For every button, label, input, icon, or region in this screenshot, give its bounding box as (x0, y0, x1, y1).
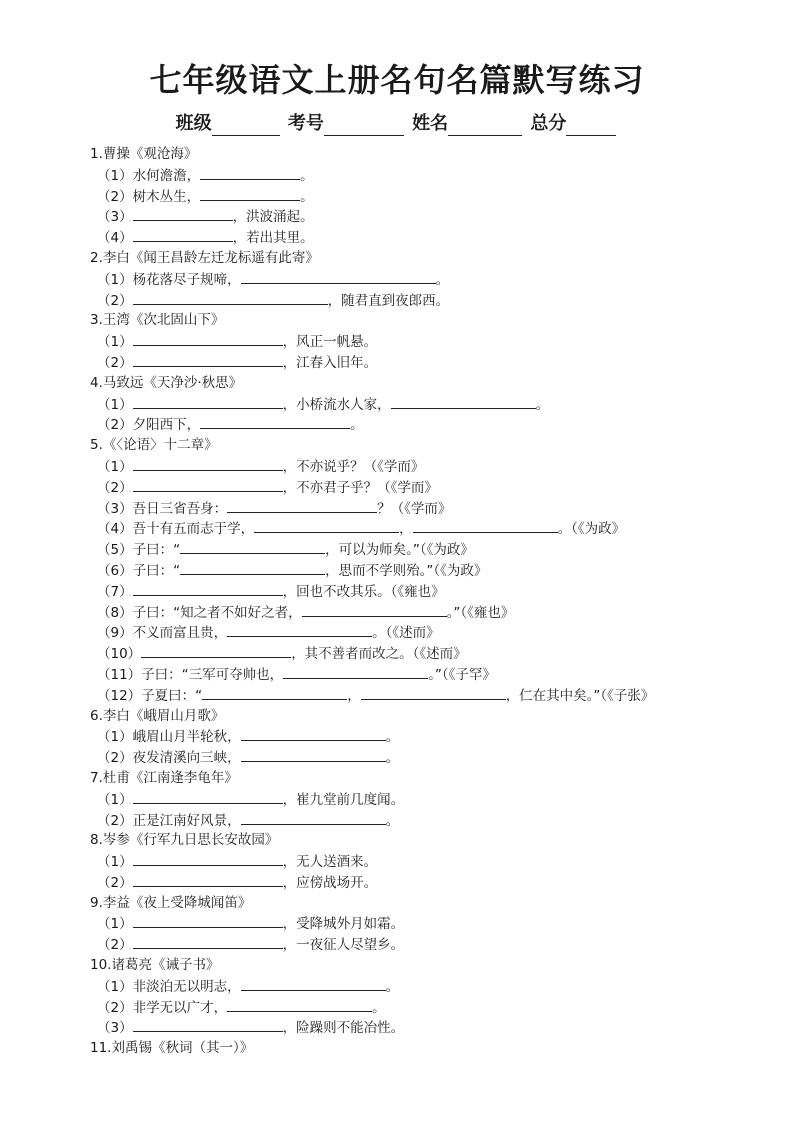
question-text: ，小桥流水人家， (282, 396, 391, 413)
answer-blank[interactable] (241, 726, 386, 741)
question-item (90, 477, 780, 498)
question-text: 。 (300, 188, 314, 205)
question-text: ，崔九堂前几度闻。 (282, 791, 405, 808)
answer-blank[interactable] (133, 206, 233, 221)
question-text: 正是江南好风景， (132, 812, 241, 829)
answer-blank[interactable] (133, 851, 283, 866)
question-item (90, 643, 780, 664)
section-heading: 8.岑参《行军九日思长安故园》 (90, 832, 279, 849)
question-item (90, 331, 780, 352)
question-text: （1） (97, 271, 133, 288)
question-text: 。 (385, 812, 400, 829)
question-text: 夕阳西下， (132, 417, 201, 434)
question-text: （5） (97, 542, 133, 559)
question-text: 。 (435, 271, 450, 288)
answer-blank[interactable] (133, 934, 283, 949)
answer-blank[interactable] (227, 498, 377, 513)
question-text: （1） (97, 978, 133, 995)
student-info-row (0, 112, 794, 136)
question-text: （2） (97, 750, 133, 767)
answer-blank[interactable] (133, 456, 283, 471)
question-text: ，无人送酒来。 (282, 854, 378, 871)
answer-blank[interactable] (133, 872, 283, 887)
question-text: （3） (97, 209, 133, 226)
section-heading: 7.杜甫《江南逢李龟年》 (90, 769, 238, 786)
question-text: （1） (97, 167, 133, 184)
question-text: （2） (97, 417, 133, 434)
question-item (90, 186, 780, 207)
answer-blank[interactable] (133, 352, 283, 367)
question-text: （1） (97, 729, 133, 746)
question-text: 。 (300, 167, 314, 184)
answer-blank[interactable] (133, 394, 283, 409)
question-text: 子夏曰：“ (141, 687, 203, 704)
question-item (90, 872, 780, 893)
question-text: （2） (97, 999, 133, 1016)
question-text: 子曰：“ (132, 542, 181, 559)
question-text: 子曰：“知之者不如好之者， (132, 604, 302, 621)
question-item (90, 934, 780, 955)
answer-blank[interactable] (133, 290, 328, 305)
class-label: 班级 (175, 113, 212, 134)
answer-blank[interactable] (241, 747, 386, 762)
question-item (90, 498, 780, 519)
section-heading: 6.李白《峨眉山月歌》 (90, 707, 225, 724)
question-text: ，应傍战场开。 (282, 874, 378, 891)
question-text: （11） (97, 666, 142, 683)
question-text: （4） (97, 521, 133, 538)
question-text: ，风正一帆悬。 (282, 334, 378, 351)
question-text: （2） (97, 937, 133, 954)
question-text: 。 (385, 729, 400, 746)
answer-blank[interactable] (227, 622, 372, 637)
question-text: 吾十有五而志于学， (132, 521, 255, 538)
question-text: （10） (97, 646, 142, 663)
question-item (90, 165, 780, 186)
answer-blank[interactable] (241, 976, 386, 991)
question-text: ，洪波涌起。 (232, 209, 314, 226)
question-text: ，其不善者而改之。（《述而》 (291, 646, 467, 663)
answer-blank[interactable] (133, 477, 283, 492)
section-heading: 1.曹操《观沧海》 (90, 146, 198, 162)
question-item (90, 394, 780, 415)
question-text: （2） (97, 188, 133, 205)
question-item (90, 747, 780, 768)
question-item (90, 560, 780, 581)
question-item (90, 539, 780, 560)
question-text: ，若出其里。 (232, 230, 314, 247)
question-text: （1） (97, 334, 133, 351)
question-item (90, 269, 780, 290)
question-text: ？（《学而》 (377, 500, 452, 517)
answer-blank[interactable] (302, 602, 447, 617)
answer-blank[interactable] (391, 394, 536, 409)
question-text: ，思而不学则殆。”（《为政》 (325, 562, 488, 579)
exam-no-field[interactable] (324, 115, 404, 136)
answer-blank[interactable] (413, 518, 558, 533)
answer-blank[interactable] (227, 997, 372, 1012)
question-text: （2） (97, 479, 133, 496)
question-text: 水何澹澹， (132, 167, 201, 184)
section-heading: 11.刘禹锡《秋词（其一）》 (90, 1040, 254, 1057)
question-text: ，一夜征人尽望乡。 (282, 937, 405, 954)
answer-blank[interactable] (141, 643, 291, 658)
question-text: 吾日三省吾身： (132, 500, 228, 517)
page-title: 七年级语文上册名句名篇默写练习 (149, 61, 645, 99)
question-text: （3） (97, 500, 133, 517)
answer-blank[interactable] (133, 789, 283, 804)
question-text: （2） (97, 874, 133, 891)
question-item (90, 789, 780, 810)
question-item (90, 851, 780, 872)
question-text: ，回也不改其乐。（《雍也》 (282, 583, 445, 600)
question-item (90, 456, 780, 477)
question-text: 不义而富且贵， (132, 625, 228, 642)
question-item (90, 664, 780, 685)
question-text: 。 (350, 417, 364, 434)
question-text: 夜发清溪向三峡， (132, 750, 241, 767)
question-item (90, 518, 780, 539)
question-item (90, 622, 780, 643)
question-text: （7） (97, 583, 133, 600)
question-text: （1） (97, 854, 133, 871)
answer-blank[interactable] (133, 1017, 283, 1032)
answer-blank[interactable] (200, 414, 350, 429)
name-field[interactable] (448, 115, 522, 136)
answer-blank[interactable] (180, 539, 325, 554)
question-text: （9） (97, 625, 133, 642)
question-text: 树木丛生， (132, 188, 201, 205)
exam-no-label: 考号 (287, 113, 324, 134)
question-item (90, 726, 780, 747)
section-heading: 4.马致远《天净沙·秋思》 (90, 374, 243, 391)
question-text: （1） (97, 458, 133, 475)
question-item (90, 976, 780, 997)
question-text: （8） (97, 604, 133, 621)
question-text: 。”（《子罕》 (428, 666, 496, 683)
question-text: ， (399, 521, 413, 538)
section-heading: 10.诸葛亮《诫子书》 (90, 957, 220, 974)
question-item (90, 810, 780, 831)
question-item (90, 685, 780, 706)
question-text: （1） (97, 396, 133, 413)
question-text: 。 (385, 750, 400, 767)
score-label: 总分 (530, 113, 567, 134)
name-label: 姓名 (412, 113, 449, 134)
answer-blank[interactable] (241, 269, 436, 284)
class-field[interactable] (212, 115, 280, 136)
question-text: 。 (385, 978, 400, 995)
answer-blank[interactable] (133, 581, 283, 596)
question-item (90, 581, 780, 602)
question-text: ，不亦说乎？（《学而》 (282, 458, 425, 475)
question-text: ， (347, 687, 361, 704)
section-heading: 2.李白《闻王昌龄左迁龙标遥有此寄》 (90, 249, 319, 266)
question-text: 峨眉山月半轮秋， (132, 729, 241, 746)
question-text: （2） (97, 292, 133, 309)
score-field[interactable] (566, 115, 616, 136)
question-text: （6） (97, 562, 133, 579)
question-item (90, 913, 780, 934)
question-text: 子曰：“ (132, 562, 181, 579)
question-text: ，受降城外月如霜。 (282, 916, 405, 933)
question-text: （3） (97, 1020, 133, 1037)
question-text: 非学无以广才， (132, 999, 228, 1016)
question-text: 。 (535, 396, 550, 413)
answer-blank[interactable] (202, 685, 347, 700)
question-text: （2） (97, 812, 133, 829)
question-text: ，随君直到夜郎西。 (327, 292, 450, 309)
question-text: ，可以为师矣。”（《为政》 (325, 542, 474, 559)
answer-blank[interactable] (361, 685, 506, 700)
answer-blank[interactable] (254, 518, 399, 533)
question-text: ，险躁则不能冶性。 (282, 1020, 405, 1037)
question-text: 杨花落尽子规啼， (132, 271, 241, 288)
question-item (90, 227, 780, 248)
question-item (90, 290, 780, 311)
question-text: （2） (97, 354, 133, 371)
question-text: （1） (97, 791, 133, 808)
exercise-list (90, 144, 780, 1059)
question-text: 。”（《雍也》 (446, 604, 515, 621)
question-text: ，江春入旧年。 (282, 354, 378, 371)
answer-blank[interactable] (133, 227, 233, 242)
question-text: 。（《为政》 (557, 521, 626, 538)
question-text: 。 (372, 999, 386, 1016)
answer-blank[interactable] (200, 165, 300, 180)
section-heading: 5.《〈论语〉十二章》 (90, 437, 218, 454)
answer-blank[interactable] (133, 331, 283, 346)
answer-blank[interactable] (133, 913, 283, 928)
question-text: 。（《述而》 (372, 625, 440, 642)
question-item (90, 352, 780, 373)
question-item (90, 206, 780, 227)
question-text: ，不亦君子乎？（《学而》 (282, 479, 438, 496)
section-heading: 3.王湾《次北固山下》 (90, 312, 225, 329)
question-item (90, 997, 780, 1018)
question-text: 非淡泊无以明志， (132, 978, 241, 995)
answer-blank[interactable] (180, 560, 325, 575)
question-text: （1） (97, 916, 133, 933)
question-item (90, 1017, 780, 1038)
section-heading: 9.李益《夜上受降城闻笛》 (90, 894, 252, 911)
question-item (90, 414, 780, 435)
answer-blank[interactable] (241, 810, 386, 825)
question-text: （4） (97, 230, 133, 247)
question-text: （12） (97, 687, 142, 704)
answer-blank[interactable] (283, 664, 428, 679)
question-text: ，仁在其中矣。”（《子张》 (505, 687, 655, 704)
question-item (90, 602, 780, 623)
answer-blank[interactable] (200, 186, 300, 201)
question-text: 子曰：“三军可夺帅也， (141, 666, 284, 683)
